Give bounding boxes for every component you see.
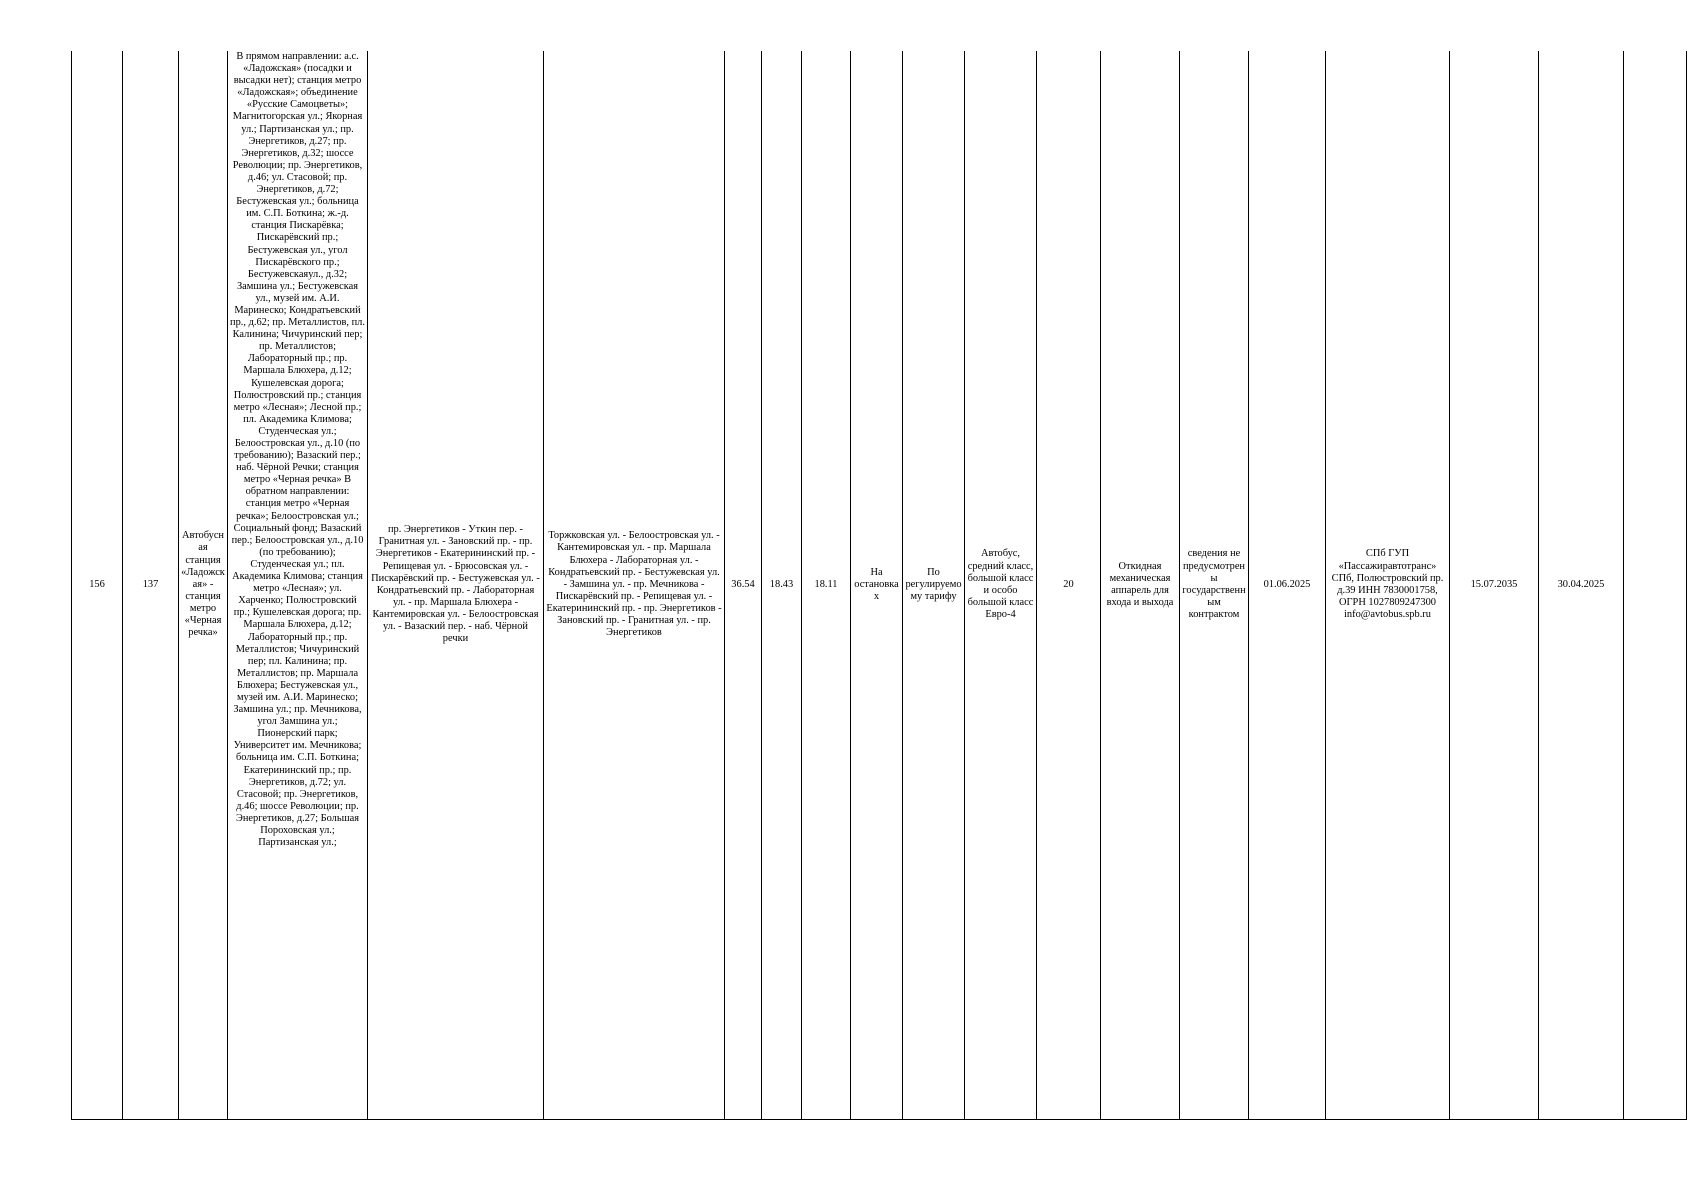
- carrier-cell: СПб ГУП «Пассажиравтотранс» СПб, Полюстровский пр. д.39 ИНН 7830001758, ОГРН 1027809247300 info@avtobus.spb.ru: [1326, 51, 1450, 1119]
- contract-info-cell: сведения не предусмотрены государственным контрактом: [1180, 51, 1249, 1119]
- vehicle-count-cell: 20: [1037, 51, 1101, 1119]
- stops-cell: В прямом направлении: а.с. «Ладожская» (посадки и высадки нет); станция метро «Ладожская»; объединение «Русские Самоцветы»; Магнитогорская ул.; Якорная ул.; Партизанская ул.; пр. Энергетиков, д.27; пр. Энергетиков, д.32; шоссе Революции; пр. Энергетиков, д.46; ул. Стасовой; пр. Энергетиков, д.72; Бестужевская ул.; больница им. С.П. Боткина; ж.-д. станция Пискарёвка; Пискарёвский пр.; Бестужевская ул., угол Пискарёвского пр.; Бестужевскаяул., д.32; Замшина ул.; Бестужевская ул., музей им. А.И. Маринеско; Кондратьевский пр., д.62; пр. Металлистов, пл. Калинина; Чичуринский пер; пр. Металлистов; Лабораторный пр.; пр. Маршала Блюхера, д.12; Кушелевская дорога; Полюстровский пр.; станция метро «Лесная»; Лесной пр.; пл. Академика Климова; Студенческая ул.; Белоостровская ул., д.10 (по требованию); Вазаский пер.; наб. Чёрной Речки; станция метро «Черная речка» В обратном направлении: станция метро «Черная речка»; Белоостровская ул.; Социальный фонд; Вазаский пер.; Белоостровская ул., д.10 (по требованию); Студенческая ул.; пл. Академика Климова; станция метро «Лесная»; ул. Харченко; Полюстровский пр.; Кушелевская дорога; пр. Маршала Блюхера, д.12; Лабораторный пр.; пр. Металлистов; Чичуринский пер; пл. Калинина; пр. Металлистов; пр. Маршала Блюхера; Бестужевская ул., музей им. А.И. Маринеско; Замшина ул.; пр. Мечникова, угол Замшина ул.; Пионерский парк; Университет им. Мечникова; больница им. С.П. Боткина; Екатерининский пр.; пр. Энергетиков, д.72; ул. Стасовой; пр. Энергетиков, д.46; шоссе Революции; пр. Энергетиков, д.27; Большая Пороховская ул.; Партизанская ул.;: [228, 51, 368, 1119]
- reg-number-cell: 156: [72, 51, 123, 1119]
- streets-forward-cell: пр. Энергетиков - Уткин пер. - Гранитная ул. - Зановский пр. - пр. Энергетиков - Екатерининский пр. - Репищевая ул. - Брюсовская ул. - Пискарёвский пр. - Бестужевская ул. - Кондратьевский пр. - Лабораторная ул. - пр. Маршала Блюхера - Кантемировская ул. - Белоостровская ул. - Вазаский пер. - наб. Чёрной речки: [368, 51, 544, 1119]
- route-registry-table: [71, 51, 1687, 1120]
- route-number-cell: 137: [123, 51, 179, 1119]
- end-date-cell: 30.04.2025: [1539, 51, 1624, 1119]
- boarding-order-cell: На остановках: [851, 51, 903, 1119]
- length-backward-cell: 18.43: [762, 51, 802, 1119]
- streets-backward-cell: Торжковская ул. - Белоостровская ул. - Кантемировская ул. - пр. Маршала Блюхера - Лабораторная ул. - Кондратьевский пр. - Бестужевская ул. - Замшина ул. - пр. Мечникова - Пискарёвский пр. - Репищевая ул. - Екатерининский пр. - пр. Энергетиков - Зановский пр. - Гранитная ул. - пр. Энергетиков: [544, 51, 725, 1119]
- length-forward-cell: 36.54: [725, 51, 762, 1119]
- start-date-cell: 01.06.2025: [1249, 51, 1326, 1119]
- table-row: [72, 51, 1687, 1119]
- vehicles-cell: Автобус, средний класс, большой класс и особо большой класс Евро-4: [965, 51, 1037, 1119]
- vehicle-features-cell: Откидная механическая аппарель для входа и выхода: [1101, 51, 1180, 1119]
- route-name-cell: Автобусная станция «Ладожская» - станция метро «Черная речка»: [179, 51, 228, 1119]
- extra-cell: [1624, 51, 1687, 1119]
- length-other-cell: 18.11: [802, 51, 851, 1119]
- contract-date-cell: 15.07.2035: [1450, 51, 1539, 1119]
- fare-type-cell: По регулируемому тарифу: [903, 51, 965, 1119]
